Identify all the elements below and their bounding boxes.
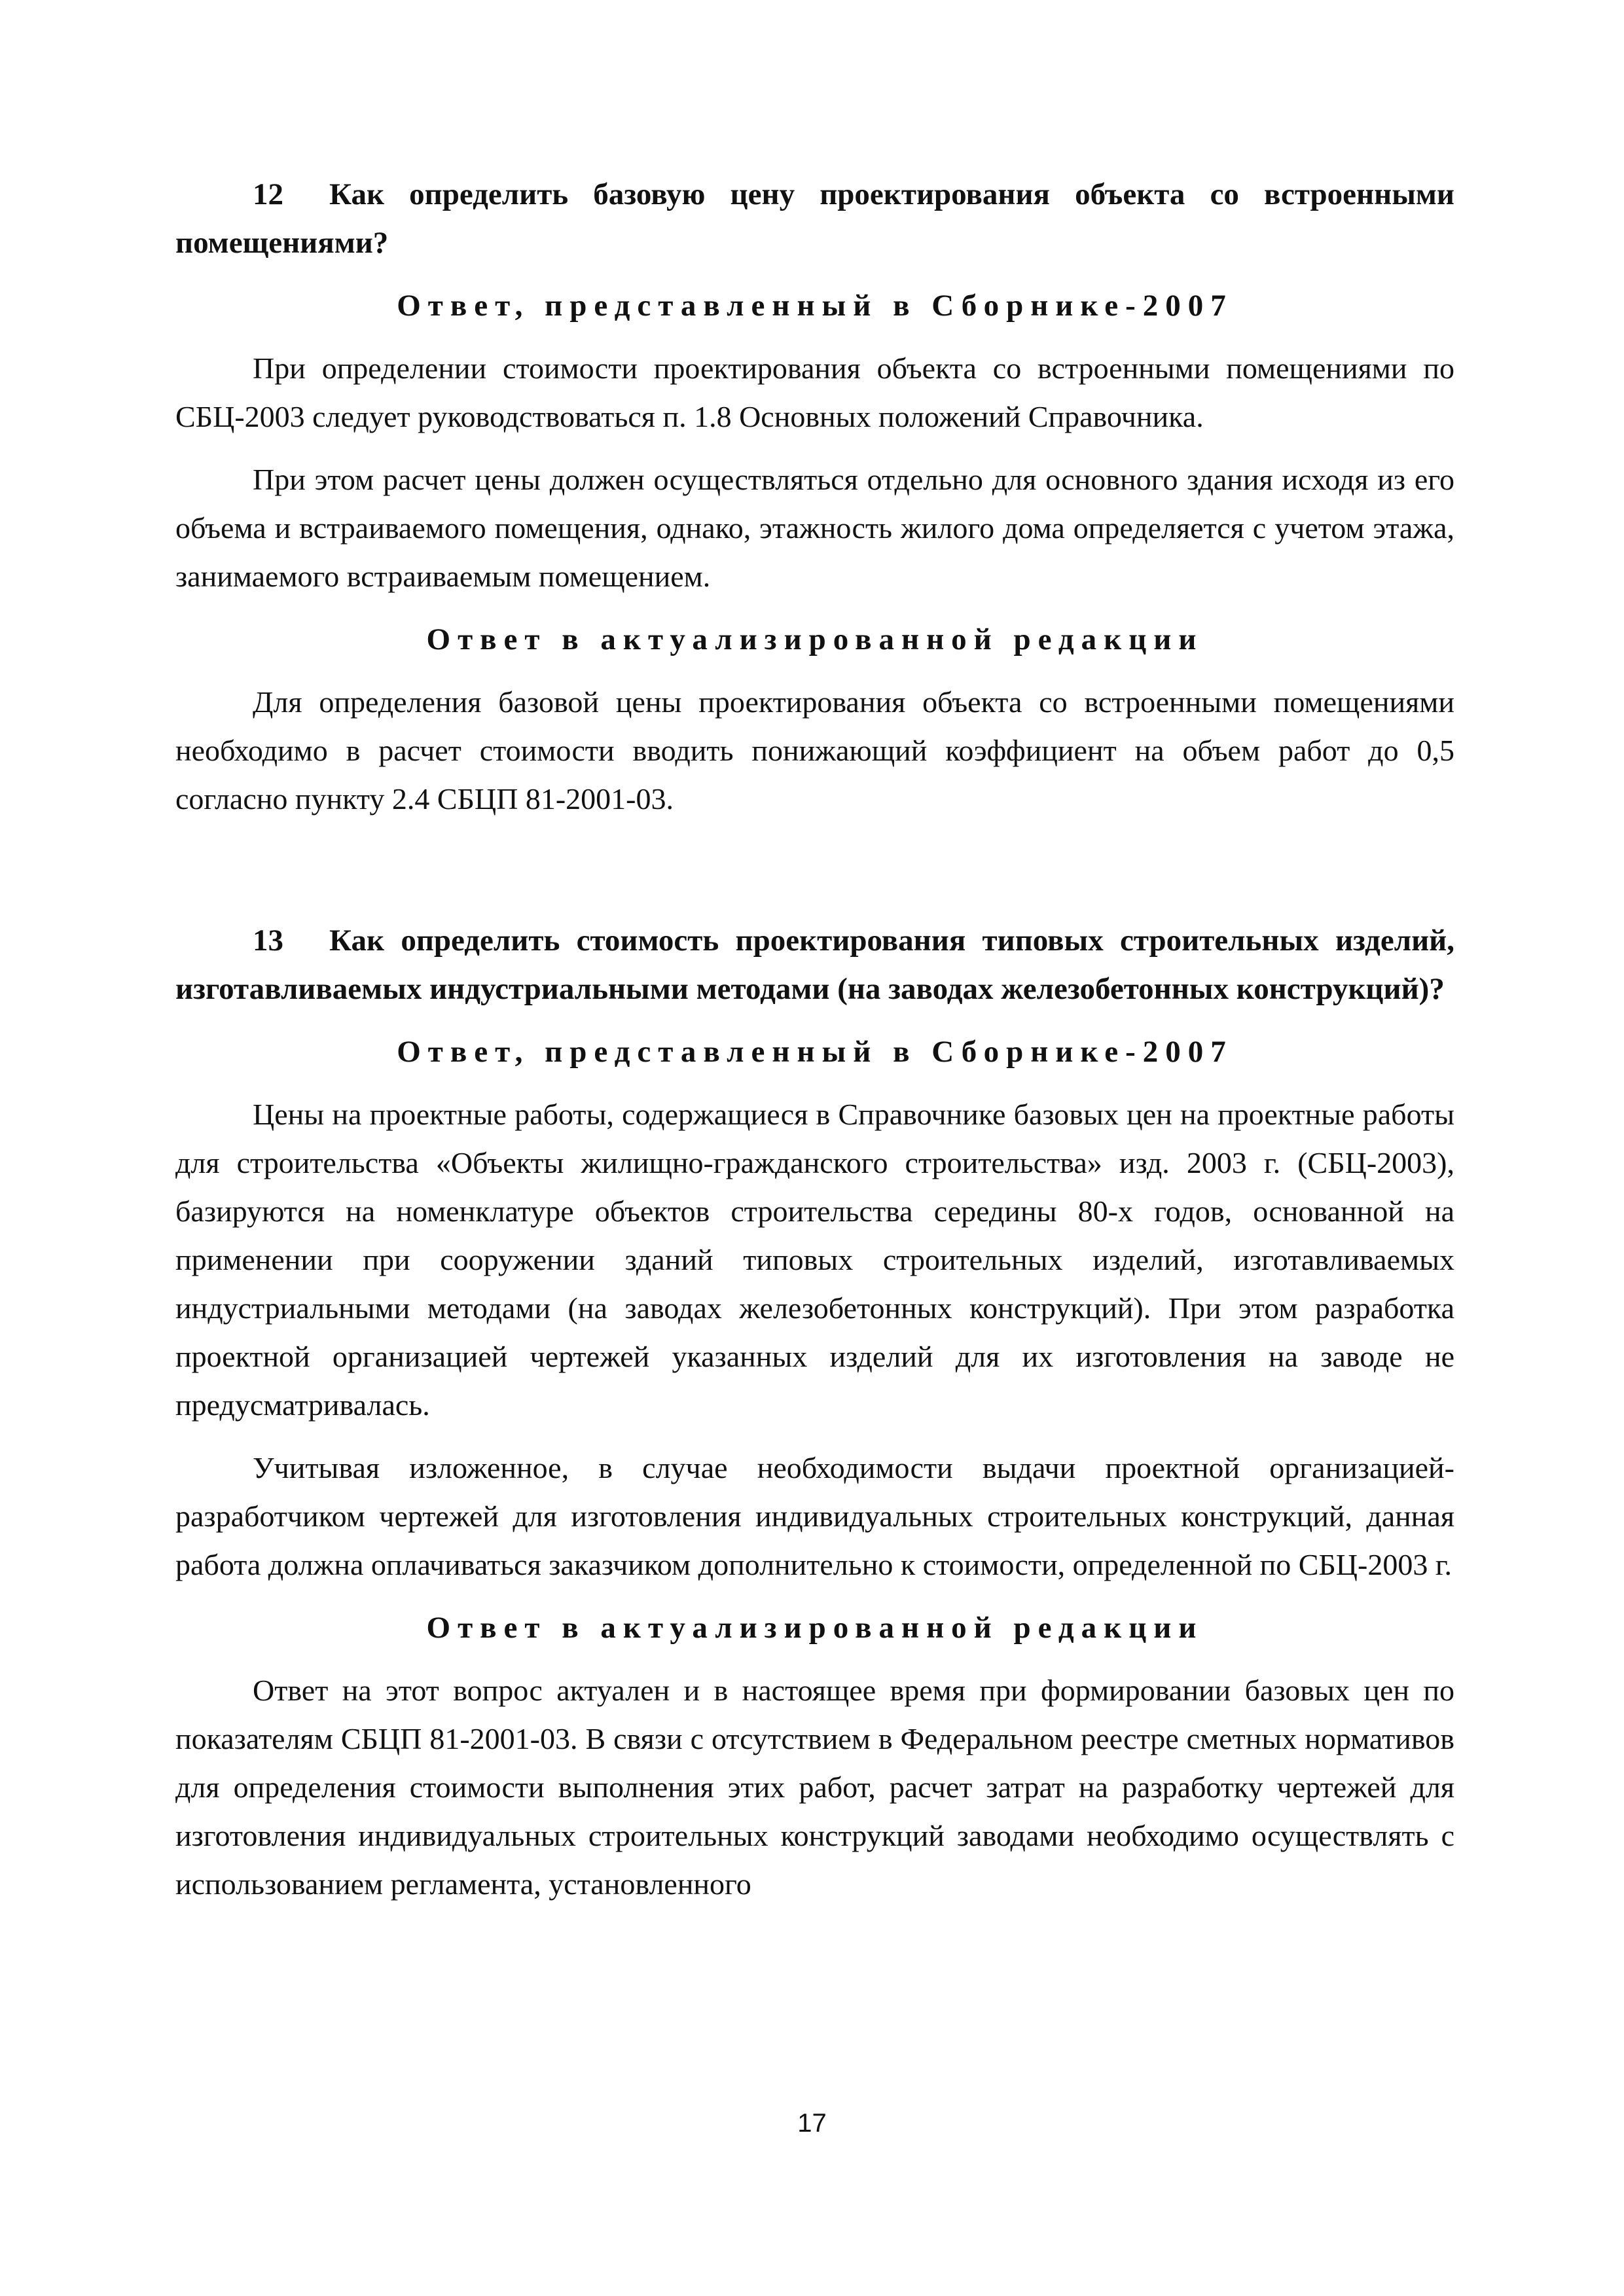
answer-updated-heading: Ответ в актуализированной редакции — [426, 622, 1204, 656]
question-section-12 — [175, 170, 1454, 823]
paragraph: Учитывая изложенное, в случае необходимости выдачи проектной организацией-разработчиком чертежей для изготовления индивидуальных строительных конструкций, данная работа должна оплачиваться заказчиком дополнительно к стоимости, определенной по СБЦ-2003 г. — [175, 1451, 1454, 1581]
section-spacer — [175, 838, 1454, 916]
paragraph: При этом расчет цены должен осуществляться отдельно для основного здания исходя из его объема и встраиваемого помещения, однако, этажность жилого дома определяется с учетом этажа, занимаемого встраиваемым помещением. — [175, 463, 1454, 593]
question-heading — [175, 916, 1454, 1013]
question-heading — [175, 170, 1454, 267]
paragraph: Для определения базовой цены проектирования объекта со встроенными помещениями необходимо в расчет стоимости вводить понижающий коэффициент на объем работ до 0,5 согласно пункту 2.4 СБЦП 81-2001-03. — [175, 685, 1454, 816]
question-text: Как определить стоимость проектирования типовых строительных изделий, изготавливаемых индустриальными методами (на заводах железобетонных конструкций)? — [175, 924, 1454, 1006]
page-number: 17 — [797, 2109, 827, 2138]
question-number: 12 — [253, 177, 283, 211]
answer-2007-heading: Ответ, представленный в Сборнике-2007 — [397, 289, 1233, 323]
paragraph: Цены на проектные работы, содержащиеся в Справочнике базовых цен на проектные работы для строительства «Объекты жилищно-гражданского строительства» изд. 2003 г. (СБЦ-2003), базируются на номенклатуре объектов строительства середины 80-х годов, основанной на применении при сооружении зданий типовых строительных изделий, изготавливаемых индустриальными методами (на заводах железобетонных конструкций). При этом разработка проектной организацией чертежей указанных изделий для их изготовления на заводе не предусматривалась. — [175, 1098, 1454, 1422]
answer-updated-heading: Ответ в актуализированной редакции — [426, 1611, 1204, 1645]
paragraph: При определении стоимости проектирования объекта со встроенными помещениями по СБЦ-2003 следует руководствоваться п. 1.8 Основных положений Справочника. — [175, 351, 1454, 433]
document-page — [175, 170, 1454, 1923]
question-text: Как определить базовую цену проектирования объекта со встроенными помещениями? — [175, 177, 1454, 260]
paragraph: Ответ на этот вопрос актуален и в настоящее время при формировании базовых цен по показателям СБЦП 81-2001-03. В связи с отсутствием в Федеральном реестре сметных нормативов для определения стоимости выполнения этих работ, расчет затрат на разработку чертежей для изготовления индивидуальных строительных конструкций заводами необходимо осуществлять с использованием регламента, установленного — [175, 1674, 1454, 1901]
answer-2007-heading: Ответ, представленный в Сборнике-2007 — [397, 1035, 1233, 1069]
question-number: 13 — [253, 924, 283, 958]
question-section-13 — [175, 916, 1454, 1909]
